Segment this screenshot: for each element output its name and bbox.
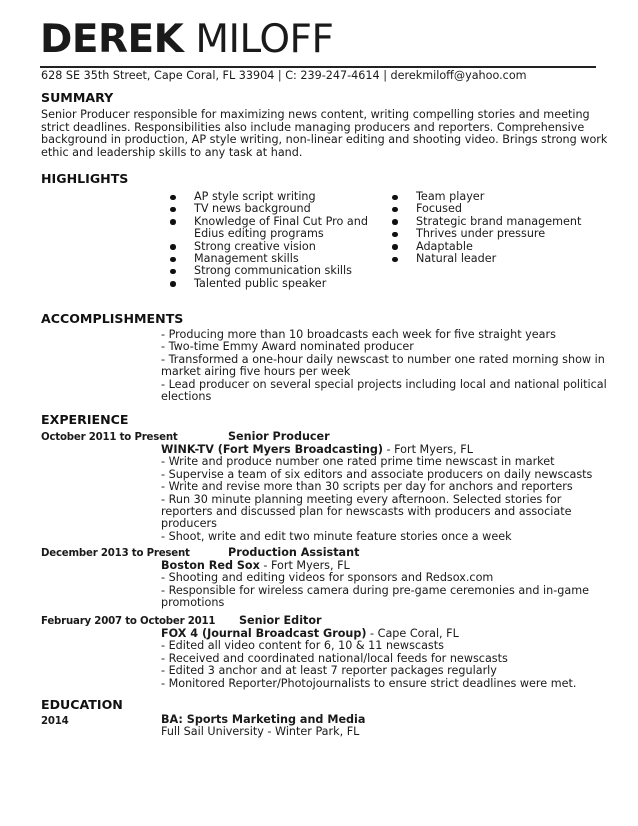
duty-item: - Edited all video content for 6, 10 & 11 newscasts: [161, 639, 444, 653]
list-item: - Two-time Emmy Award nominated producer: [161, 340, 414, 354]
school: Full Sail University - Winter Park, FL: [161, 725, 360, 739]
list-item: Strong creative vision: [168, 241, 383, 253]
duty-item: - Shoot, write and edit two minute feature stories once a week: [161, 529, 512, 543]
highlights-heading: HIGHLIGHTS: [41, 171, 129, 186]
job-title: Senior Editor: [239, 614, 322, 627]
list-item: - Producing more than 10 broadcasts each week for five straight years: [161, 328, 556, 341]
job-details: [161, 560, 616, 610]
accomplishments-heading: ACCOMPLISHMENTS: [41, 311, 184, 326]
list-item: Talented public speaker: [168, 278, 383, 290]
job-dates: December 2013 to Present: [41, 548, 190, 559]
experience-heading: EXPERIENCE: [41, 412, 129, 427]
list-item: Strong communication skills: [168, 265, 383, 277]
accomplishments-list: [161, 329, 616, 403]
duty-item: - Write and revise more than 30 scripts per day for anchors and reporters: [161, 480, 573, 494]
job-details: [161, 628, 616, 690]
list-item: - Transformed a one-hour daily newscast to number one rated morning show in market airing five hours per week: [161, 352, 605, 379]
employer-name: WINK-TV (Fort Myers Broadcasting): [161, 443, 383, 456]
employer-location: - Cape Coral, FL: [366, 627, 459, 640]
header-divider: [40, 66, 596, 68]
list-item: Knowledge of Final Cut Pro and Edius editing programs: [168, 216, 383, 241]
duty-item: - Run 30 minute planning meeting every afternoon. Selected stories for reporters and discussed plan for newscasts with producers and associate producers: [161, 492, 572, 531]
employer-name: Boston Red Sox: [161, 559, 260, 572]
list-item: Team player: [390, 191, 610, 203]
education-year: 2014: [41, 716, 69, 727]
summary-text: Senior Producer responsible for maximizing news content, writing compelling stories and meeting strict deadlines. Responsibilities also include managing producers and reporters. Comprehensive background in production, AP style writing, non-linear editing and shooting video. Brings strong work ethic and leadership skills to any task at hand.: [41, 108, 608, 159]
list-item: Strategic brand management: [390, 216, 610, 228]
duty-item: - Responsible for wireless camera during pre-game ceremonies and in-game promotions: [161, 583, 590, 610]
degree: BA: Sports Marketing and Media: [161, 713, 366, 726]
list-item: Management skills: [168, 253, 383, 265]
education-heading: EDUCATION: [41, 697, 123, 712]
list-item: Natural leader: [390, 253, 610, 265]
highlights-right-list: [390, 191, 610, 265]
duty-item: - Edited 3 anchor and at least 7 reporter packages regularly: [161, 664, 497, 678]
summary-heading: SUMMARY: [41, 90, 114, 105]
duty-item: - Shooting and editing videos for sponsors and Redsox.com: [161, 571, 494, 585]
list-item: TV news background: [168, 203, 383, 215]
job-dates: February 2007 to October 2011: [41, 616, 216, 627]
job-details: [161, 444, 616, 543]
employer-location: - Fort Myers, FL: [259, 559, 350, 572]
duty-item: - Supervise a team of six editors and associate producers on daily newscasts: [161, 467, 593, 481]
first-name: DEREK: [40, 17, 184, 62]
contact-line: 628 SE 35th Street, Cape Coral, FL 33904 | C: 239-247-4614 | derekmiloff@yahoo.com: [41, 69, 527, 82]
job-title: Production Assistant: [228, 546, 360, 559]
duty-item: - Write and produce number one rated prime time newscast in market: [161, 455, 555, 469]
list-item: - Lead producer on several special projects including local and national political elections: [161, 377, 607, 404]
education-details: [161, 714, 616, 739]
job-title: Senior Producer: [228, 430, 330, 443]
job-dates: October 2011 to Present: [41, 432, 178, 443]
employer-location: - Fort Myers, FL: [382, 443, 473, 456]
list-item: Focused: [390, 203, 610, 215]
list-item: AP style script writing: [168, 191, 383, 203]
duty-item: - Monitored Reporter/Photojournalists to ensure strict deadlines were met.: [161, 676, 577, 690]
candidate-name: [40, 14, 333, 66]
employer-name: FOX 4 (Journal Broadcast Group): [161, 627, 367, 640]
list-item: Thrives under pressure: [390, 228, 610, 240]
duty-item: - Received and coordinated national/local feeds for newscasts: [161, 651, 508, 665]
last-name: MILOFF: [195, 17, 334, 62]
highlights-left-list: [168, 191, 383, 290]
list-item: Adaptable: [390, 241, 610, 253]
